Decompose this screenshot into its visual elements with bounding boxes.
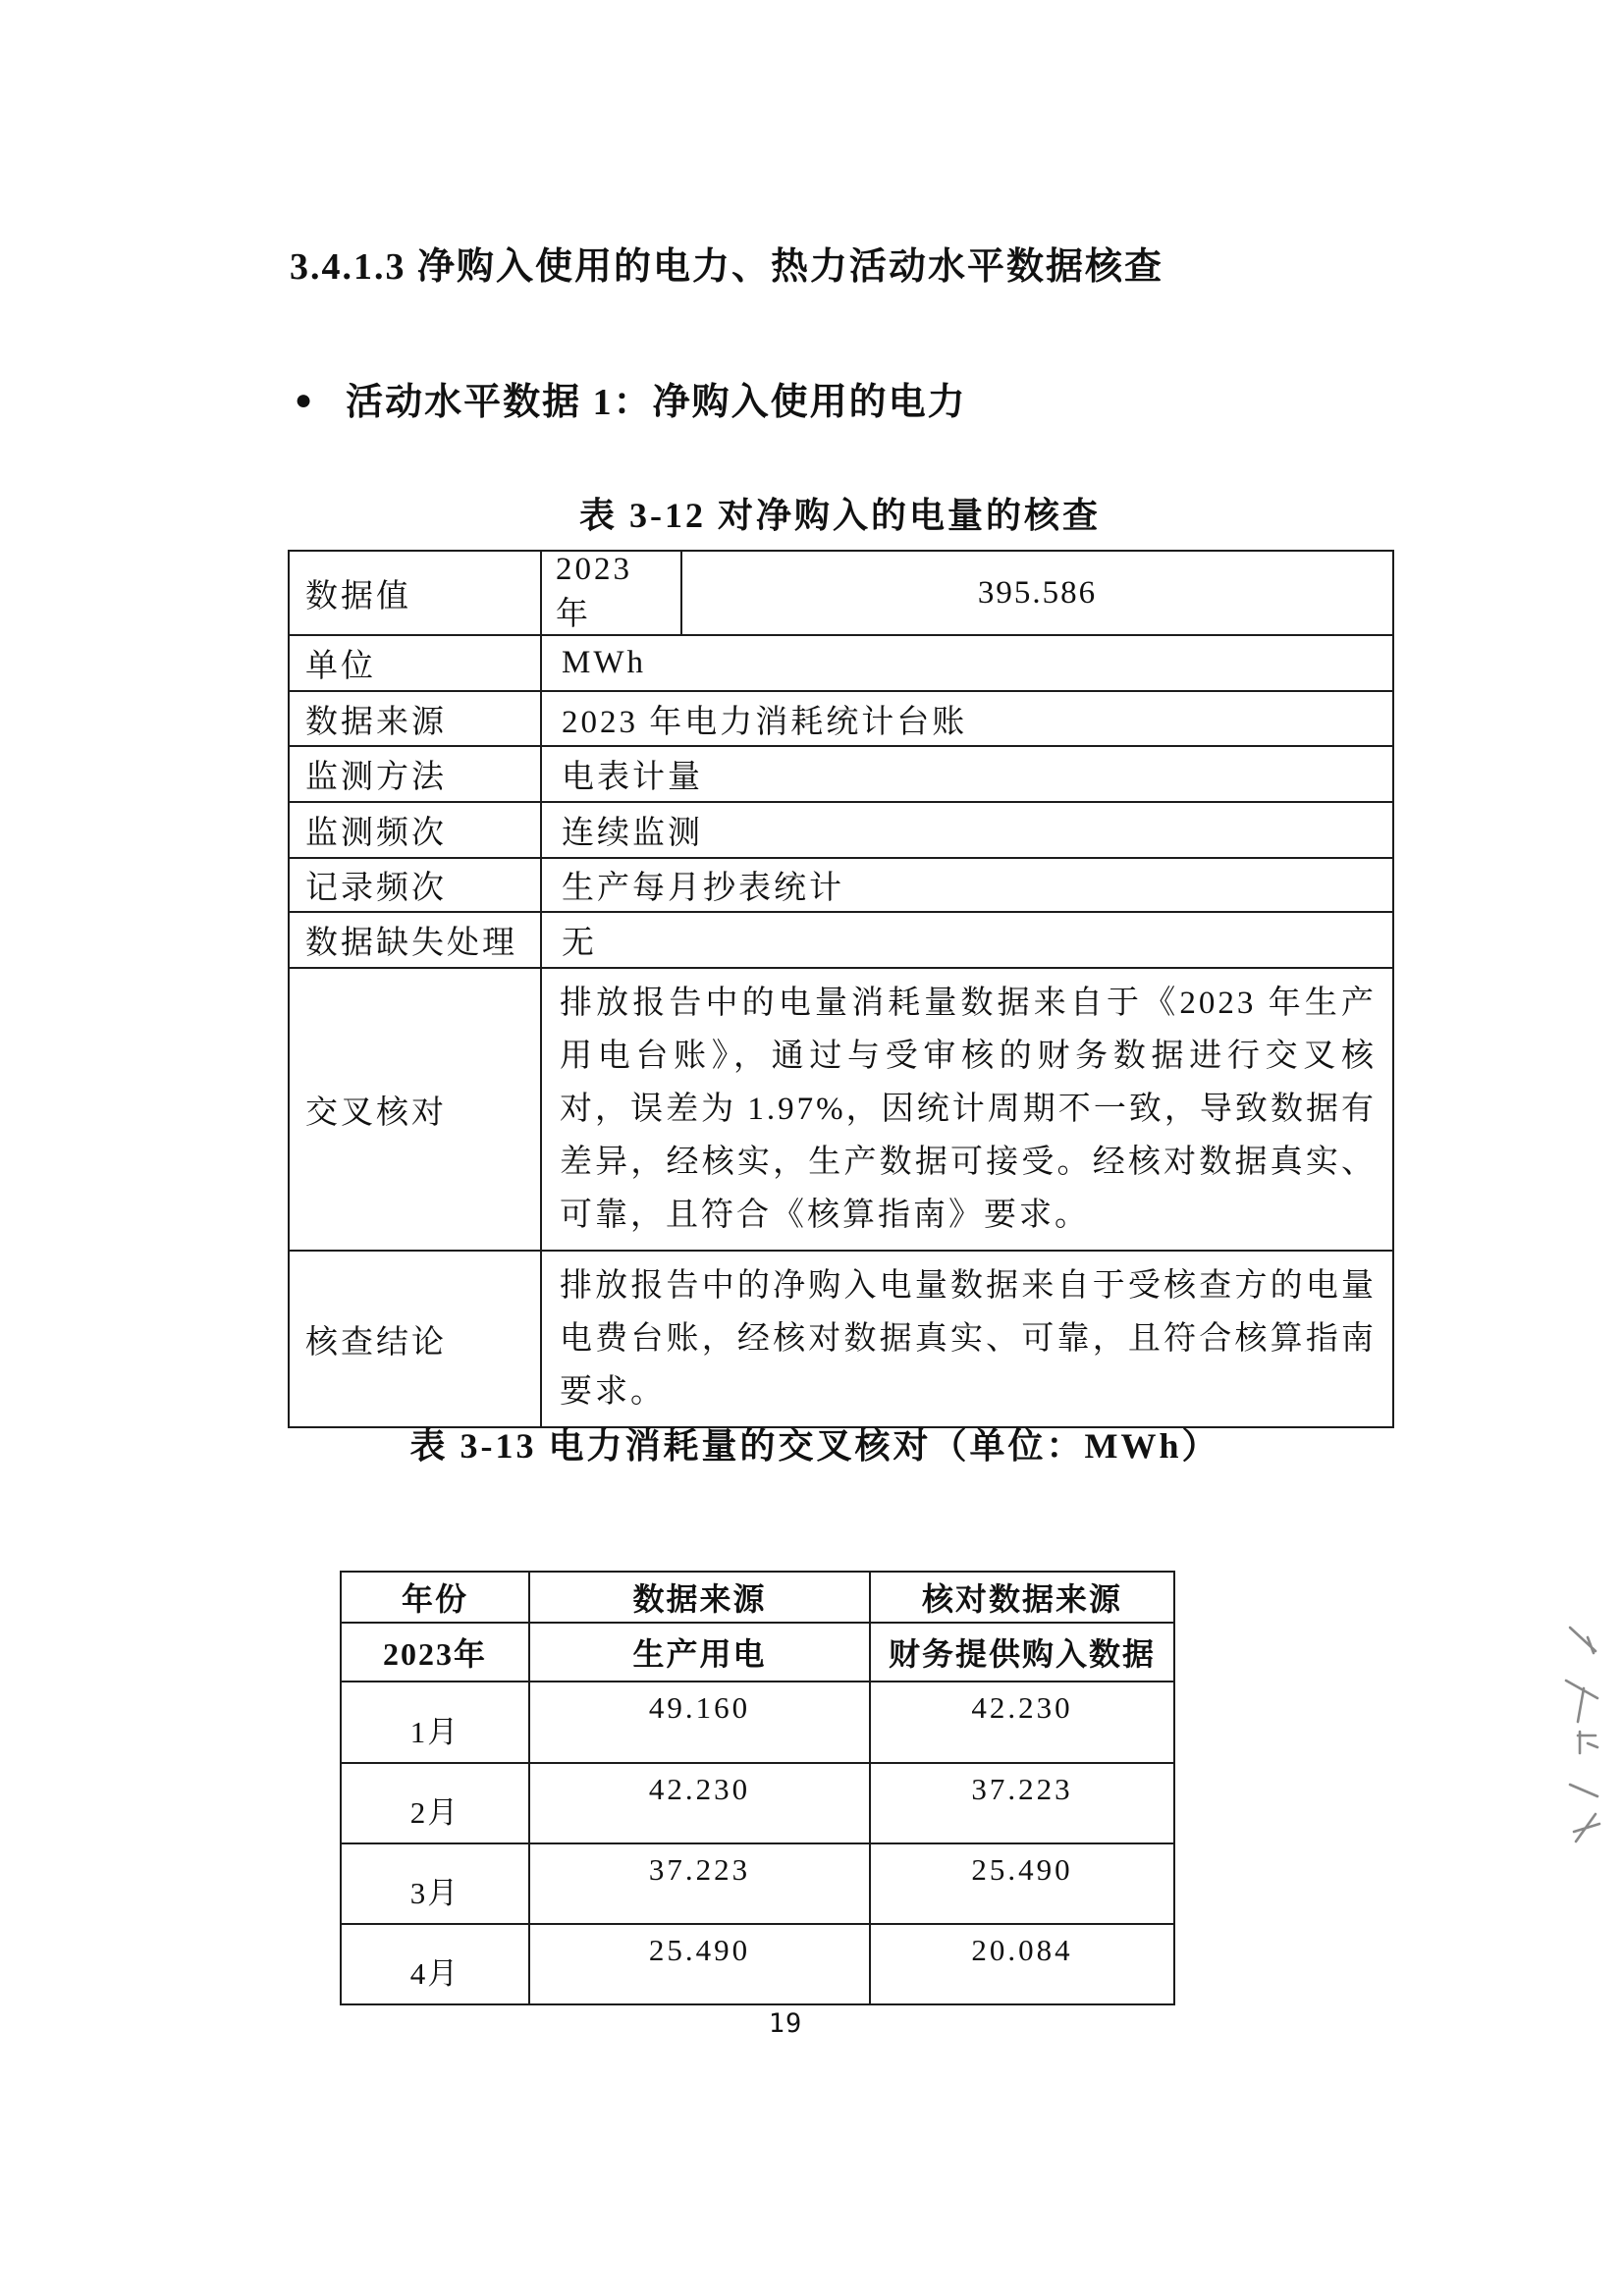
production-value-cell: 25.490 [529, 1924, 870, 2004]
finance-value-cell: 42.230 [870, 1682, 1174, 1763]
table-row [289, 746, 1393, 802]
row-label: 数据缺失处理 [289, 912, 541, 968]
table-row [341, 1843, 1174, 1924]
table-row [289, 691, 1393, 746]
handwriting-marks-icon [1554, 1620, 1619, 1855]
value-cell: 电表计量 [541, 746, 1393, 802]
value-cell: 生产每月抄表统计 [541, 858, 1393, 912]
bullet-label: 活动水平数据 1：净购入使用的电力 [346, 382, 967, 423]
year-cell: 2023 年 [541, 551, 681, 635]
table-row [289, 968, 1393, 1251]
row-label: 核查结论 [289, 1251, 541, 1427]
table-3-12 [288, 550, 1394, 1428]
production-value-cell: 37.223 [529, 1843, 870, 1924]
table-row [341, 1682, 1174, 1763]
table-row [289, 912, 1393, 968]
row-label: 数据来源 [289, 691, 541, 746]
column-header: 核对数据来源 [870, 1572, 1174, 1623]
page-number: 19 [768, 2008, 803, 2039]
column-subheader: 生产用电 [529, 1623, 870, 1682]
bullet-icon: ● [295, 383, 315, 416]
column-subheader: 财务提供购入数据 [870, 1623, 1174, 1682]
row-label: 记录频次 [289, 858, 541, 912]
month-cell: 2月 [341, 1763, 529, 1843]
table-row [289, 802, 1393, 858]
production-value-cell: 49.160 [529, 1682, 870, 1763]
month-cell: 4月 [341, 1924, 529, 2004]
finance-value-cell: 25.490 [870, 1843, 1174, 1924]
column-header: 数据来源 [529, 1572, 870, 1623]
production-value-cell: 42.230 [529, 1763, 870, 1843]
table-row [289, 551, 1393, 635]
subheader-row [341, 1623, 1174, 1682]
value-cell: 排放报告中的净购入电量数据来自于受核查方的电量电费台账，经核对数据真实、可靠，且符合核算指南要求。 [541, 1251, 1393, 1427]
value-cell: 连续监测 [541, 802, 1393, 858]
table-3-13 [340, 1571, 1175, 2005]
value-cell: 2023 年电力消耗统计台账 [541, 691, 1393, 746]
table-row [289, 858, 1393, 912]
finance-value-cell: 37.223 [870, 1763, 1174, 1843]
table-3-12-title: 表 3-12 对净购入的电量的核查 [579, 496, 1101, 535]
table-row [289, 635, 1393, 691]
column-subheader: 2023年 [341, 1623, 529, 1682]
table-3-13-title: 表 3-13 电力消耗量的交叉核对（单位：MWh） [409, 1426, 1220, 1466]
row-label: 单位 [289, 635, 541, 691]
column-header: 年份 [341, 1572, 529, 1623]
section-heading: 3.4.1.3 净购入使用的电力、热力活动水平数据核查 [290, 246, 1164, 288]
value-cell: 排放报告中的电量消耗量数据来自于《2023 年生产用电台账》，通过与受审核的财务数据进行交叉核对，误差为 1.97%，因统计周期不一致，导致数据有差异，经核实，生产数据可接受。经核对数据真实、可靠，且符合《核算指南》要求。 [541, 968, 1393, 1251]
row-label: 数据值 [289, 551, 541, 635]
month-cell: 3月 [341, 1843, 529, 1924]
value-cell: 无 [541, 912, 1393, 968]
finance-value-cell: 20.084 [870, 1924, 1174, 2004]
table-row [341, 1763, 1174, 1843]
value-cell: 395.586 [681, 551, 1393, 635]
bullet-line [295, 371, 967, 425]
table-row [341, 1924, 1174, 2004]
header-row [341, 1572, 1174, 1623]
value-cell: MWh [541, 635, 1393, 691]
table-row [289, 1251, 1393, 1427]
row-label: 监测频次 [289, 802, 541, 858]
row-label: 监测方法 [289, 746, 541, 802]
month-cell: 1月 [341, 1682, 529, 1763]
row-label: 交叉核对 [289, 968, 541, 1251]
